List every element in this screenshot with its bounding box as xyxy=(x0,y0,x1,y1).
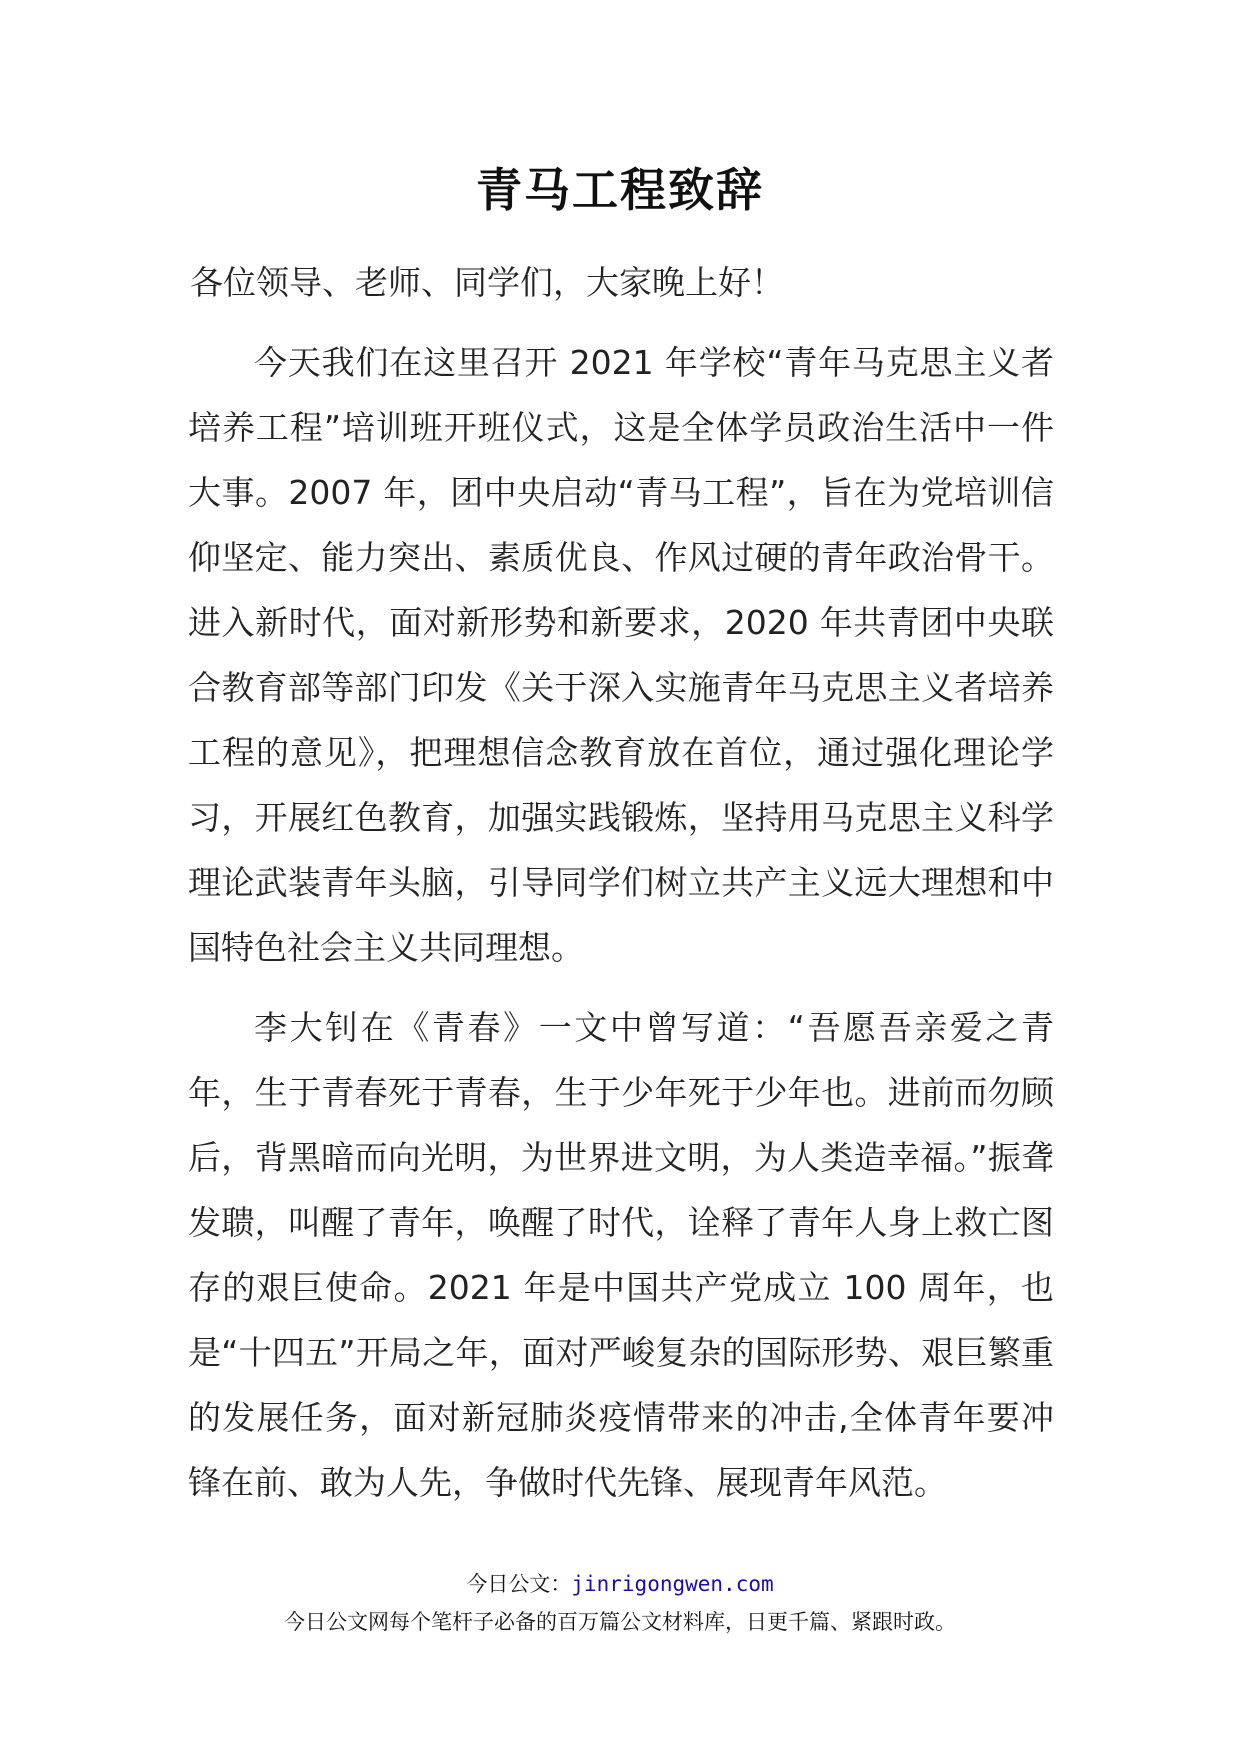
footer-source xyxy=(0,1568,1240,1598)
document-title: 青马工程致辞 xyxy=(476,163,764,217)
paragraph-1: 今天我们在这里召开 2021 年学校“青年马克思主义者培养工程”培训班开班仪式，这是全体学员政治生活中一件大事。2007 年，团中央启动“青马工程”，旨在为党培训信仰坚定、能力突出、素质优良、作风过硬的青年政治骨干。进入新时代，面对新形势和新要求，2020 年共青团中央联合教育部等部门印发《关于深入实施青年马克思主义者培养工程的意见》，把理想信念教育放在首位，通过强化理论学习，开展红色教育，加强实践锻炼，坚持用马克思主义科学理论武装青年头脑，引导同学们树立共产主义远大理想和中国特色社会主义共同理想。 xyxy=(188,343,1054,967)
footer-source-link[interactable]: jinrigongwen.com xyxy=(571,1572,774,1596)
footer-tagline: 今日公文网每个笔杆子必备的百万篇公文材料库，日更千篇、紧跟时政。 xyxy=(284,1610,956,1634)
paragraph-2: 李大钊在《青春》一文中曾写道：“吾愿吾亲爱之青年，生于青春死于青春，生于少年死于少年也。进前而勿顾后，背黑暗而向光明，为世界进文明，为人类造幸福。”振聋发聩，叫醒了青年，唤醒了时代，诠释了青年人身上救亡图存的艰巨使命。2021 年是中国共产党成立 100 周年，也是“十四五”开局之年，面对严峻复杂的国际形势、艰巨繁重的发展任务，面对新冠肺炎疫情带来的冲击,全体青年要冲锋在前、敢为人先，争做时代先锋、展现青年风范。 xyxy=(188,1008,1054,1502)
footer-source-label: 今日公文： xyxy=(466,1572,572,1596)
salutation: 各位领导、老师、同学们，大家晚上好！ xyxy=(190,263,784,302)
